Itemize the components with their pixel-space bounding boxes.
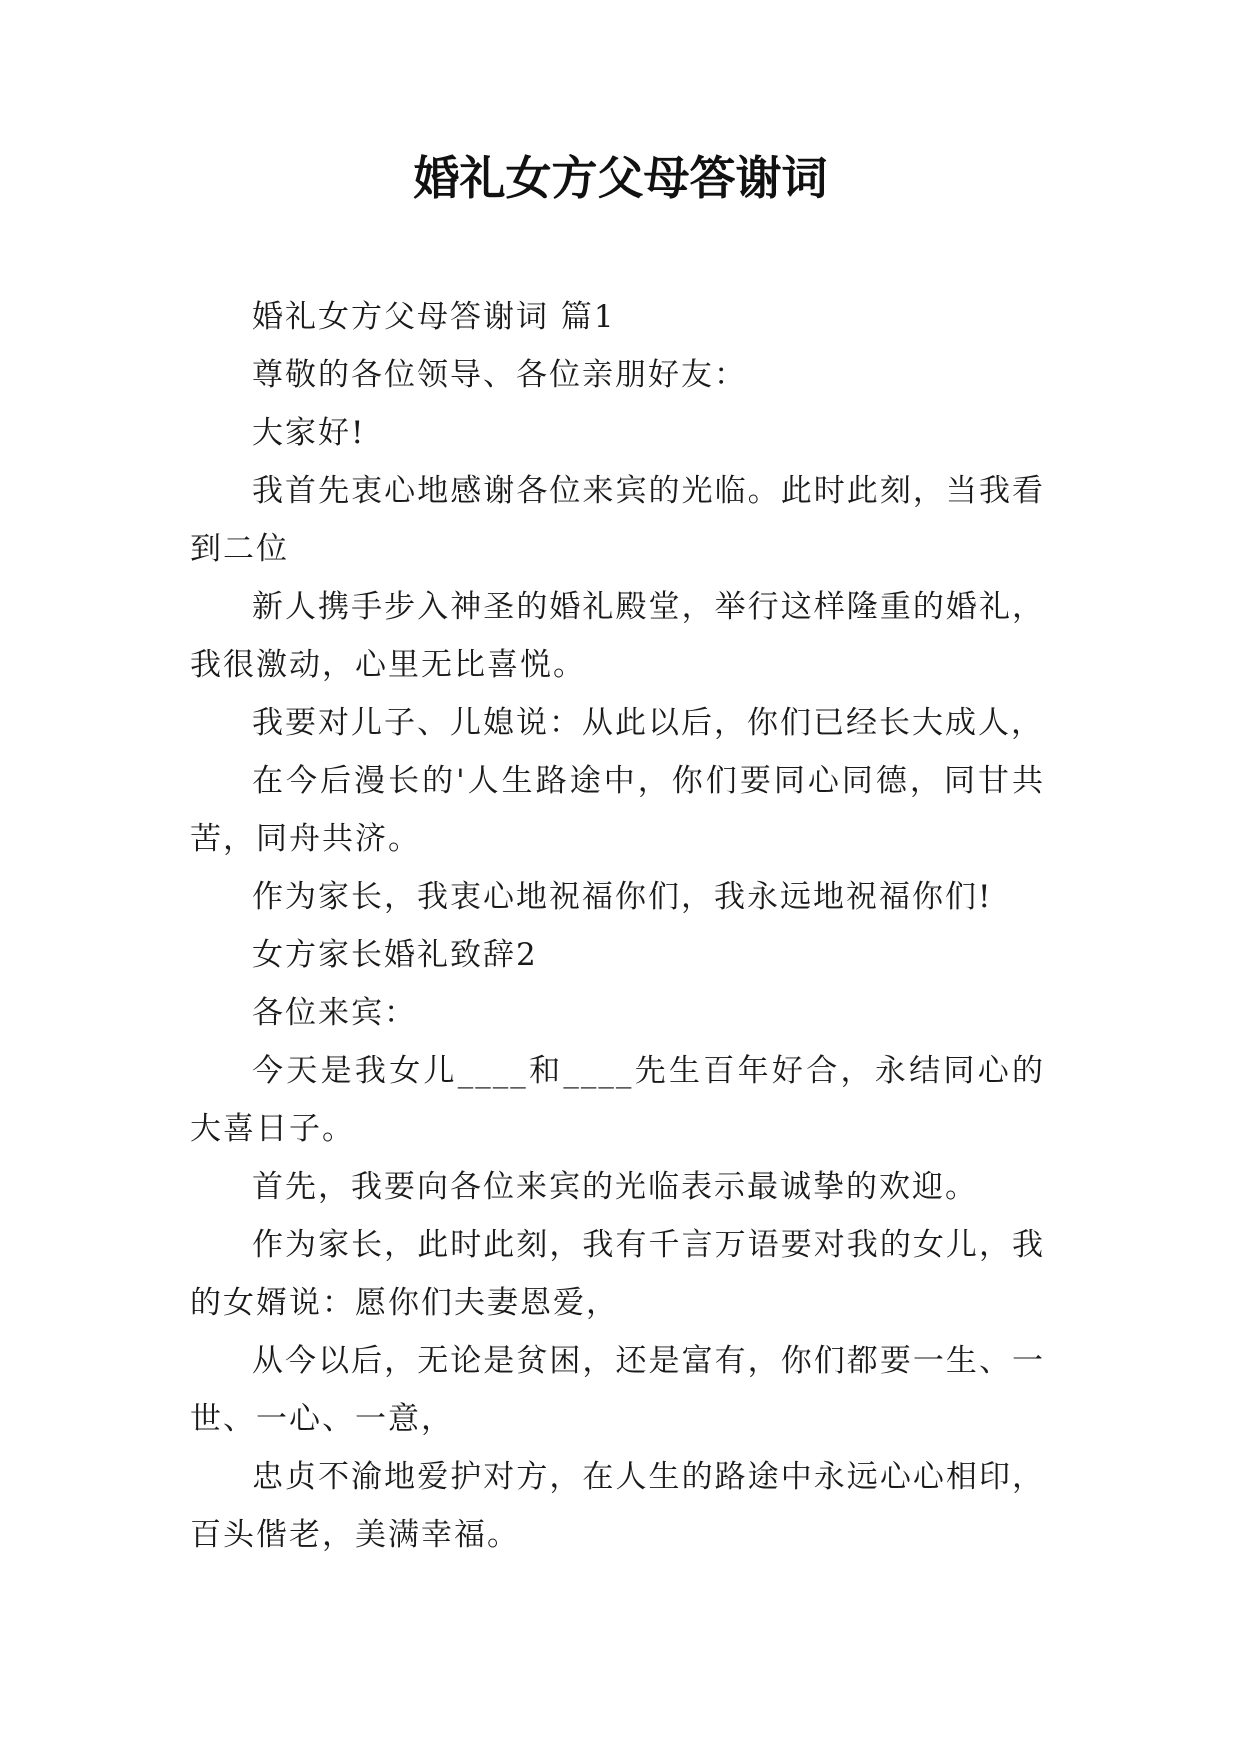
paragraph-heading-2: 女方家长婚礼致辞2: [252, 937, 538, 973]
paragraph-salutation: 尊敬的各位领导、各位亲朋好友：: [252, 357, 747, 393]
paragraph: 今天是我女儿____和____先生百年好合，永结同心的大喜日子。: [190, 1053, 1045, 1147]
paragraph: 在今后漫长的'人生路途中，你们要同心同德，同甘共苦，同舟共济。: [190, 763, 1045, 857]
paragraph: 首先，我要向各位来宾的光临表示最诚挚的欢迎。: [252, 1169, 978, 1205]
paragraph: 忠贞不渝地爱护对方，在人生的路途中永远心心相印，百头偕老，美满幸福。: [190, 1459, 1045, 1553]
paragraph-greeting: 大家好!: [252, 415, 366, 451]
paragraph: 新人携手步入神圣的婚礼殿堂，举行这样隆重的婚礼，我很激动，心里无比喜悦。: [190, 589, 1045, 683]
paragraph-heading-1: 婚礼女方父母答谢词 篇1: [252, 299, 616, 335]
paragraph: 从今以后，无论是贫困，还是富有，你们都要一生、一世、一心、一意，: [190, 1343, 1045, 1437]
paragraph: 我首先衷心地感谢各位来宾的光临。此时此刻，当我看到二位: [190, 473, 1045, 567]
paragraph: 作为家长，此时此刻，我有千言万语要对我的女儿，我的女婿说：愿你们夫妻恩爱，: [190, 1227, 1045, 1321]
document-title: 婚礼女方父母答谢词: [413, 151, 828, 205]
paragraph: 作为家长，我衷心地祝福你们，我永远地祝福你们!: [252, 879, 993, 915]
paragraph: 我要对儿子、儿媳说：从此以后，你们已经长大成人，: [252, 705, 1044, 741]
document-body: [190, 288, 1045, 1564]
paragraph-salutation: 各位来宾：: [252, 995, 417, 1031]
